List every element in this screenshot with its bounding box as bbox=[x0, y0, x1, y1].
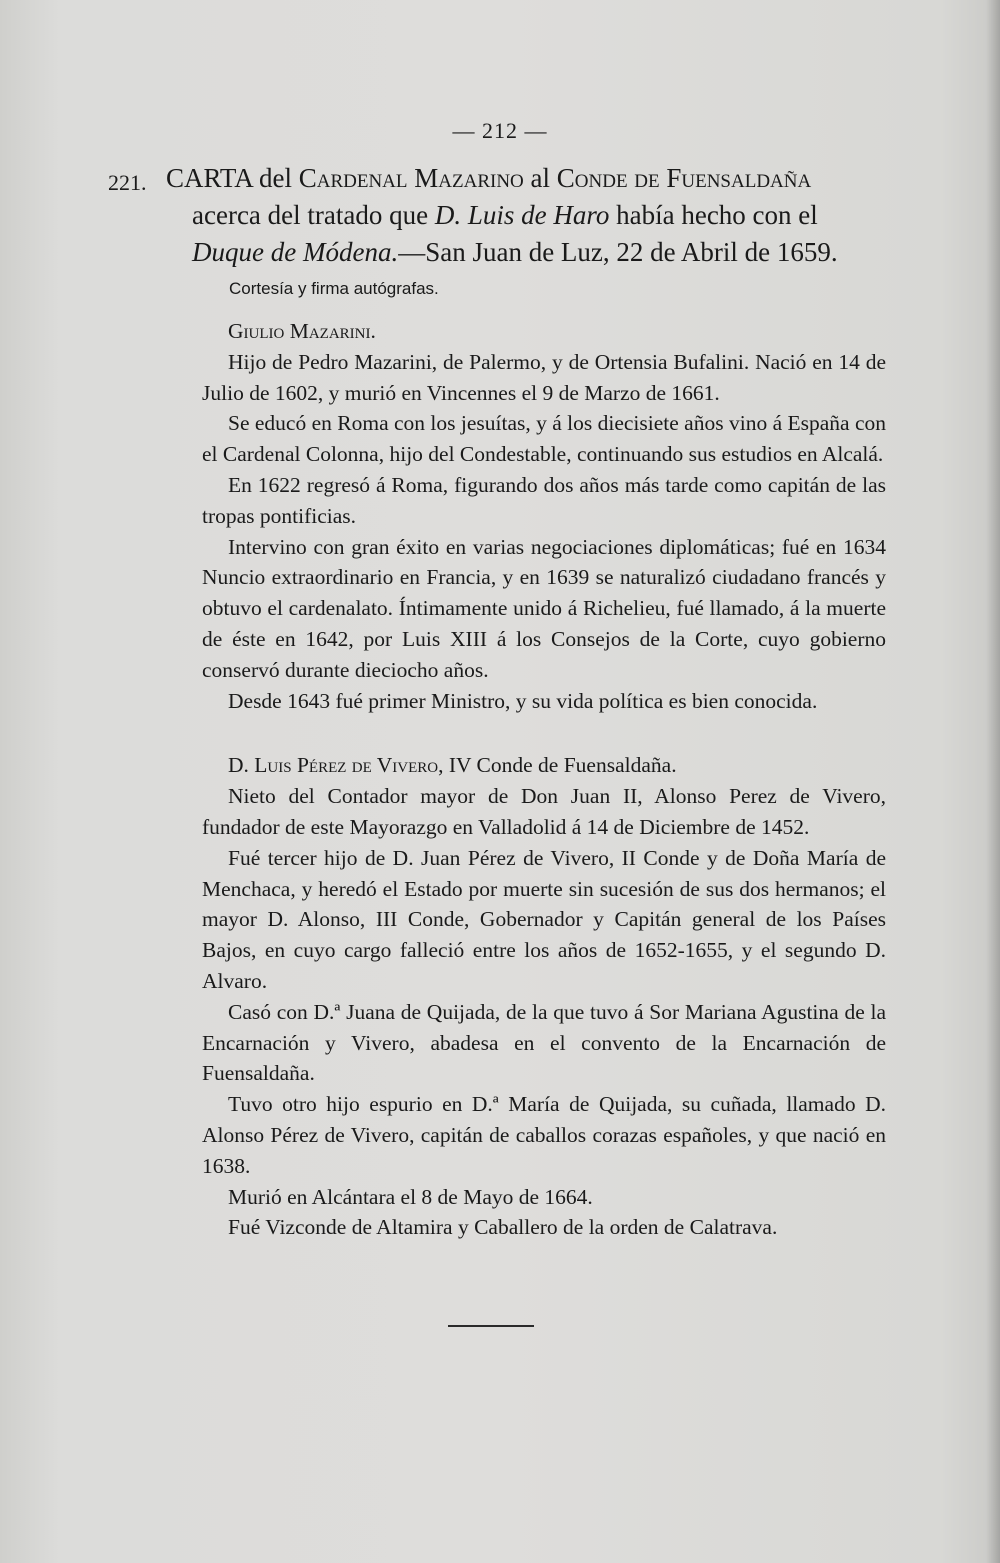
heading-text: acerca del tratado que bbox=[192, 200, 429, 230]
name-prefix: D. bbox=[228, 753, 249, 778]
closing-rule bbox=[448, 1325, 534, 1327]
heading-place-date: —San Juan de Luz, 22 de Abril de 1659. bbox=[398, 237, 838, 267]
person-name-mazarini: Giulio Mazarini. bbox=[228, 319, 376, 343]
paragraph: Fué Vizconde de Altamira y Caballero de la orden de Calatrava. bbox=[228, 1215, 778, 1240]
paragraph: Intervino con gran éxito en varias negociaciones diplomáticas; fué en 1634 Nuncio extraordinario en Francia, y en 1639 se naturalizó ciudadano francés y obtuvo el cardenalato. Íntimamente unido á Richelieu, fué llamado, á la muerte de éste en 1642, por Luis XIII á los Consejos de la Corte, cuyo gobierno conservó durante dieciocho años. bbox=[202, 534, 886, 682]
heading-italic-name: D. Luis de Haro bbox=[434, 200, 610, 230]
paragraph: Murió en Alcántara el 8 de Mayo de 1664. bbox=[228, 1184, 593, 1209]
heading-line-2 bbox=[108, 197, 898, 234]
heading-italic-duke: Duque de Módena. bbox=[192, 237, 399, 267]
section-gap bbox=[202, 716, 886, 750]
heading-line-3 bbox=[108, 234, 898, 271]
page-edge-shadow bbox=[986, 0, 1000, 1563]
entry-heading bbox=[108, 160, 898, 271]
entry-number: 221. bbox=[108, 170, 147, 195]
heading-line-1 bbox=[108, 160, 898, 197]
heading-cardinal: Cardenal Mazarino bbox=[298, 163, 524, 193]
name-smallcaps: Luis Pérez de Vivero, bbox=[254, 753, 444, 778]
heading-count: Conde de Fuensaldaña bbox=[556, 163, 812, 193]
paragraph: Desde 1643 fué primer Ministro, y su vida política es bien conocida. bbox=[228, 688, 818, 713]
paragraph: Fué tercer hijo de D. Juan Pérez de Vivero, II Conde y de Doña María de Menchaca, y heredó el Estado por muerte sin sucesión de sus dos hermanos; el mayor D. Alonso, III Conde, Gobernador y Capitán general de los Países Bajos, en cuyo cargo falleció entre los años de 1652-1655, y el segundo D. Alvaro. bbox=[202, 845, 886, 993]
paragraph: En 1622 regresó á Roma, figurando dos años más tarde como capitán de las tropas pontificias. bbox=[202, 472, 886, 528]
autograph-note: Cortesía y firma autógrafas. bbox=[229, 279, 439, 298]
paragraph: Nieto del Contador mayor de Don Juan II, Alonso Perez de Vivero, fundador de este Mayorazgo en Valladolid á 14 de Diciembre de 1452. bbox=[202, 784, 886, 839]
paragraph: Se educó en Roma con los jesuítas, y á los diecisiete años vino á España con el Cardenal Colonna, hijo del Condestable, continuando sus estudios en Alcalá. bbox=[202, 411, 886, 467]
paragraph: Tuvo otro hijo espurio en D.ª María de Quijada, su cuñada, llamado D. Alonso Pérez de Vivero, capitán de caballos corazas españoles, y que nació en 1638. bbox=[202, 1092, 886, 1178]
heading-word: CARTA bbox=[166, 163, 253, 193]
paragraph: Hijo de Pedro Mazarini, de Palermo, y de Ortensia Bufalini. Nació en 14 de Julio de 1602, y murió en Vincennes el 9 de Marzo de 1661. bbox=[202, 349, 886, 405]
heading-word: al bbox=[530, 163, 551, 193]
heading-word: del bbox=[258, 163, 292, 193]
body-text bbox=[202, 316, 886, 1243]
page-number: — 212 — bbox=[452, 118, 548, 143]
heading-text: había hecho con el bbox=[616, 200, 818, 230]
name-title: IV Conde de Fuensaldaña. bbox=[448, 753, 677, 778]
paragraph: Casó con D.ª Juana de Quijada, de la que tuvo á Sor Mariana Agustina de la Encarnación y Vivero, abadesa en el convento de la Encarnación de Fuensaldaña. bbox=[202, 999, 886, 1086]
person-name-vivero bbox=[202, 750, 886, 781]
